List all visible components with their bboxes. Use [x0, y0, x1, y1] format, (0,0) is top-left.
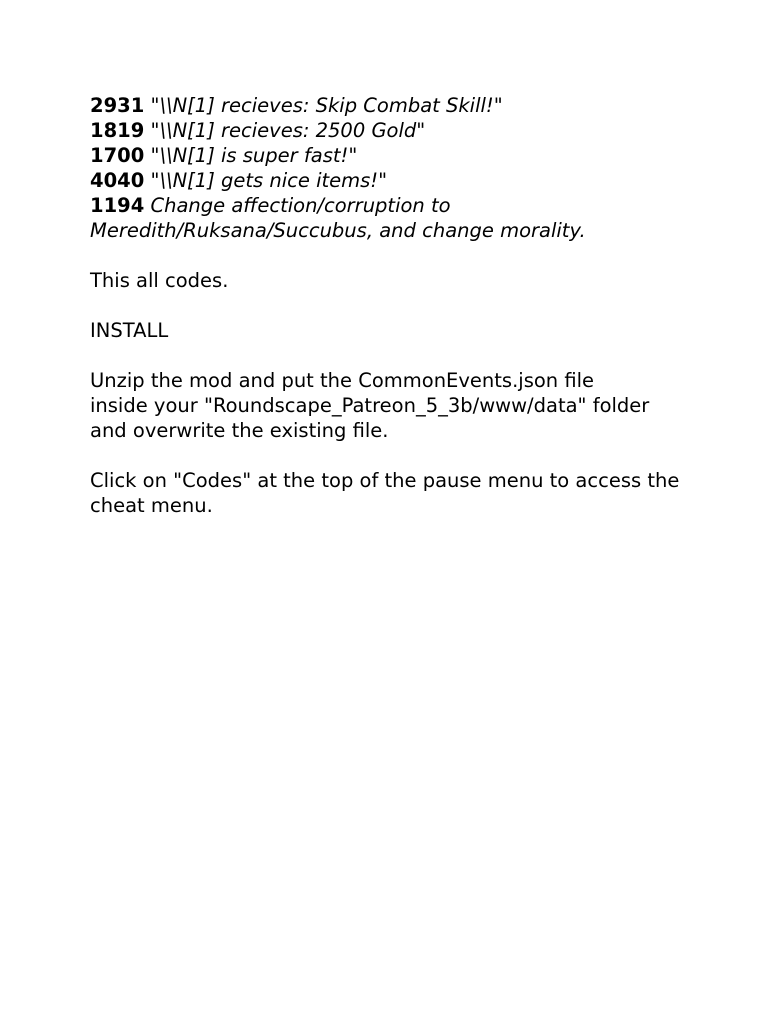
code-description: "\\N[1] gets nice items!": [150, 169, 388, 192]
code-description: "\\N[1] recieves: 2500 Gold": [150, 119, 426, 142]
code-list: [90, 93, 730, 243]
install-instructions: Unzip the mod and put the CommonEvents.json file inside your "Roundscape_Patreon_5_3b/www/data" folder and overwrite the existing file.: [90, 369, 650, 442]
code-entry: [90, 193, 630, 243]
code-description: "\\N[1] is super fast!": [150, 144, 358, 167]
code-number: 1194: [90, 194, 145, 217]
code-description: Change affection/corruption to Meredith/Ruksana/Succubus, and change morality.: [90, 194, 586, 242]
install-heading: INSTALL: [90, 319, 169, 342]
code-entry: [90, 143, 730, 168]
summary-text: This all codes.: [90, 269, 229, 292]
code-entry: [90, 93, 730, 118]
code-entry: [90, 118, 730, 143]
code-description: "\\N[1] recieves: Skip Combat Skill!": [150, 94, 503, 117]
code-number: 2931: [90, 94, 145, 117]
code-number: 1700: [90, 144, 145, 167]
code-number: 4040: [90, 169, 145, 192]
code-number: 1819: [90, 119, 145, 142]
usage-instructions: Click on "Codes" at the top of the pause menu to access the cheat menu.: [90, 469, 680, 517]
code-entry: [90, 168, 730, 193]
document-page: [90, 93, 730, 518]
